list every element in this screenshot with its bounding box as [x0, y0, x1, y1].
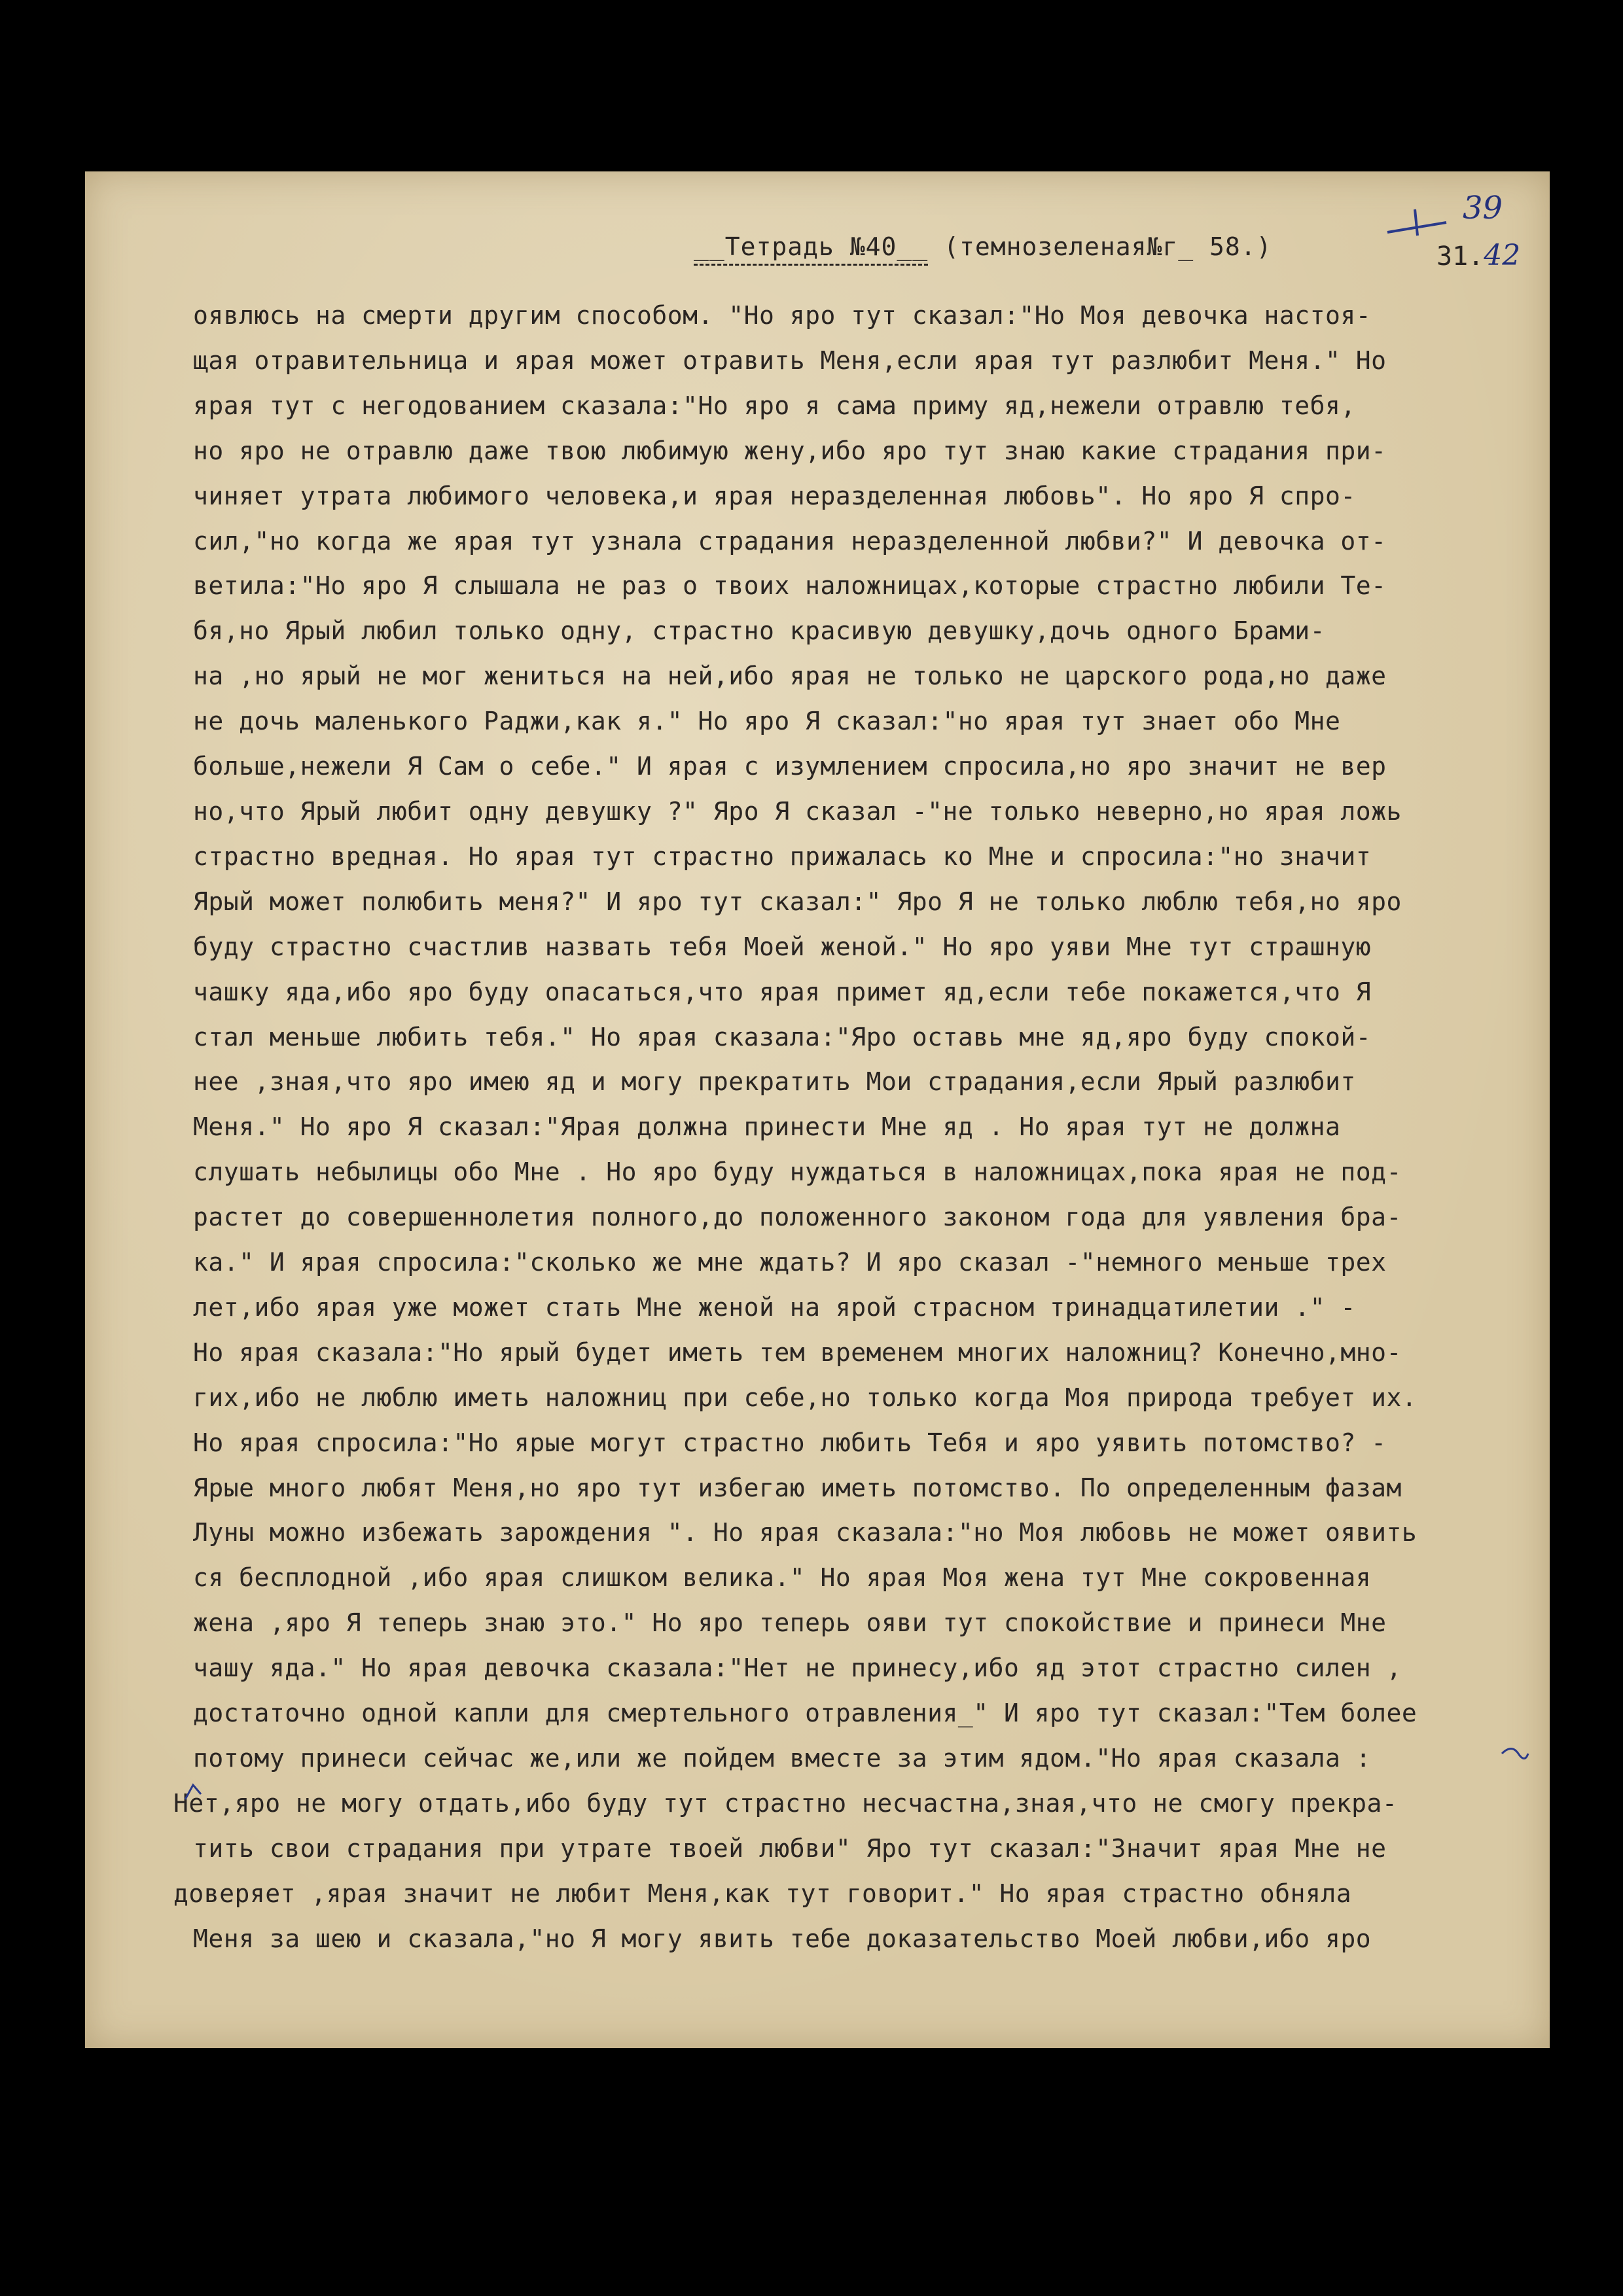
text-line: чашку яда,ибо яро буду опасаться,что ярая примет яд,если тебе покажется,что Я — [193, 977, 1372, 1006]
text-line: Но ярая сказала:"Но ярый будет иметь тем временем многих наложниц? Конечно,мно- — [193, 1337, 1402, 1367]
text-line: растет до совершеннолетия полного,до положенного законом года для уявления бра- — [193, 1203, 1402, 1232]
text-line: щая отравительница и ярая может отравить Меня,если ярая тут разлюбит Меня." Но — [193, 345, 1387, 375]
text-line: Луны можно избежать зарождения ". Но ярая сказала:"но Моя любовь не может оявить — [193, 1518, 1418, 1547]
text-line: больше,нежели Я Сам о себе." И ярая с изумлением спросила,но яро значит не вер — [193, 752, 1387, 781]
text-line: Но ярая спросила:"Но ярые могут страстно любить Тебя и яро уявить потомство? - — [193, 1428, 1387, 1457]
ink-margin-mark — [180, 1780, 206, 1806]
text-line: Меня." Но яро Я сказал:"Ярая должна принести Мне яд . Но ярая тут не должна — [193, 1112, 1341, 1142]
notebook-title: __Тетрадь №40__ — [694, 232, 928, 266]
typed-page-number: 31. — [1436, 241, 1484, 272]
text-line: Ярый может полюбить меня?" И яро тут сказал:" Яро Я не только люблю тебя,но яро — [193, 887, 1402, 916]
text-line: но,что Ярый любит одну девушку ?" Яро Я сказал -"не только неверно,но ярая ложь — [193, 796, 1402, 826]
text-line: на ,но ярый не мог жениться на ней,ибо ярая не только не царского рода,но даже — [193, 662, 1387, 691]
text-line: тить свои страдания при утрате твоей любви" Яро тут сказал:"Значит ярая Мне не — [193, 1833, 1387, 1863]
text-line: Нет,яро не могу отдать,ибо буду тут страстно несчастна,зная,что не смогу прекра- — [173, 1788, 1398, 1818]
text-line: слушать небылицы обо Мне . Но яро буду нуждаться в наложницах,пока ярая не под- — [193, 1157, 1402, 1187]
text-line: ярая тут с негодованием сказала:"Но яро я сама приму яд,нежели отравлю тебя, — [193, 391, 1356, 420]
text-line: ся бесплодной ,ибо ярая слишком велика." Но ярая Моя жена тут Мне сокровенная — [193, 1563, 1372, 1593]
text-line: сил,"но когда же ярая тут узнала страдания неразделенной любви?" И девочка от- — [193, 526, 1387, 556]
text-line: жена ,яро Я теперь знаю это." Но яро теперь ояви тут спокойствие и принеси Мне — [193, 1608, 1387, 1638]
text-line: страстно вредная. Но ярая тут страстно прижалась ко Мне и спросила:"но значит — [193, 841, 1372, 871]
ink-correction-mark — [1499, 1740, 1531, 1767]
text-line: бя,но Ярый любил только одну, страстно красивую девушку,дочь одного Брами- — [193, 616, 1325, 646]
text-line: нее ,зная,что яро имею яд и могу прекратить Мои страдания,если Ярый разлюбит — [193, 1067, 1356, 1097]
text-line: буду страстно счастлив назвать тебя Моей женой." Но яро уяви Мне тут страшную — [193, 932, 1372, 961]
ink-check-mark — [1381, 203, 1453, 249]
text-line: ка." И ярая спросила:"сколько же мне ждать? И яро сказал -"немного меньше трех — [193, 1248, 1387, 1277]
page-header — [694, 232, 1272, 261]
text-line: не дочь маленького Раджи,как я." Но яро Я сказал:"но ярая тут знает обо Мне — [193, 707, 1341, 736]
text-line: чиняет утрата любимого человека,и ярая неразделенная любовь". Но яро Я спро- — [193, 481, 1356, 510]
handwritten-page-number: 42 — [1484, 239, 1521, 272]
text-line: лет,ибо ярая уже может стать Мне женой на ярой страсном тринадцатилетии ." - — [193, 1292, 1356, 1322]
body-text — [173, 293, 1541, 1962]
text-line: достаточно одной капли для смертельного отравления_" И яро тут сказал:"Тем более — [193, 1699, 1418, 1728]
text-line: чашу яда." Но ярая девочка сказала:"Нет не принесу,ибо яд этот страстно силен , — [193, 1653, 1402, 1683]
text-line: но яро не отравлю даже твою любимую жену,ибо яро тут знаю какие страдания при- — [193, 436, 1387, 465]
text-line: стал меньше любить тебя." Но ярая сказала:"Яро оставь мне яд,яро буду спокой- — [193, 1022, 1372, 1051]
handwritten-folio-number: 39 — [1463, 190, 1503, 226]
text-line: потому принеси сейчас же,или же пойдем вместе за этим ядом."Но ярая сказала : — [193, 1744, 1372, 1773]
text-line: доверяет ,ярая значит не любит Меня,как тут говорит." Но ярая страстно обняла — [173, 1879, 1352, 1908]
text-line: оявлюсь на смерти другим способом. "Но яро тут сказал:"Но Моя девочка настоя- — [193, 301, 1372, 330]
notebook-subtitle: (темнозеленая№г_ 58.) — [944, 232, 1272, 261]
text-line: гих,ибо не люблю иметь наложниц при себе,но только когда Моя природа требует их. — [193, 1383, 1418, 1412]
text-line: Ярые много любят Меня,но яро тут избегаю иметь потомство. По определенным фазам — [193, 1473, 1402, 1502]
text-line: Меня за шею и сказала,"но Я могу явить тебе доказательство Моей любви,ибо яро — [193, 1924, 1372, 1953]
text-line: ветила:"Но яро Я слышала не раз о твоих наложницах,которые страстно любили Те- — [193, 571, 1387, 601]
